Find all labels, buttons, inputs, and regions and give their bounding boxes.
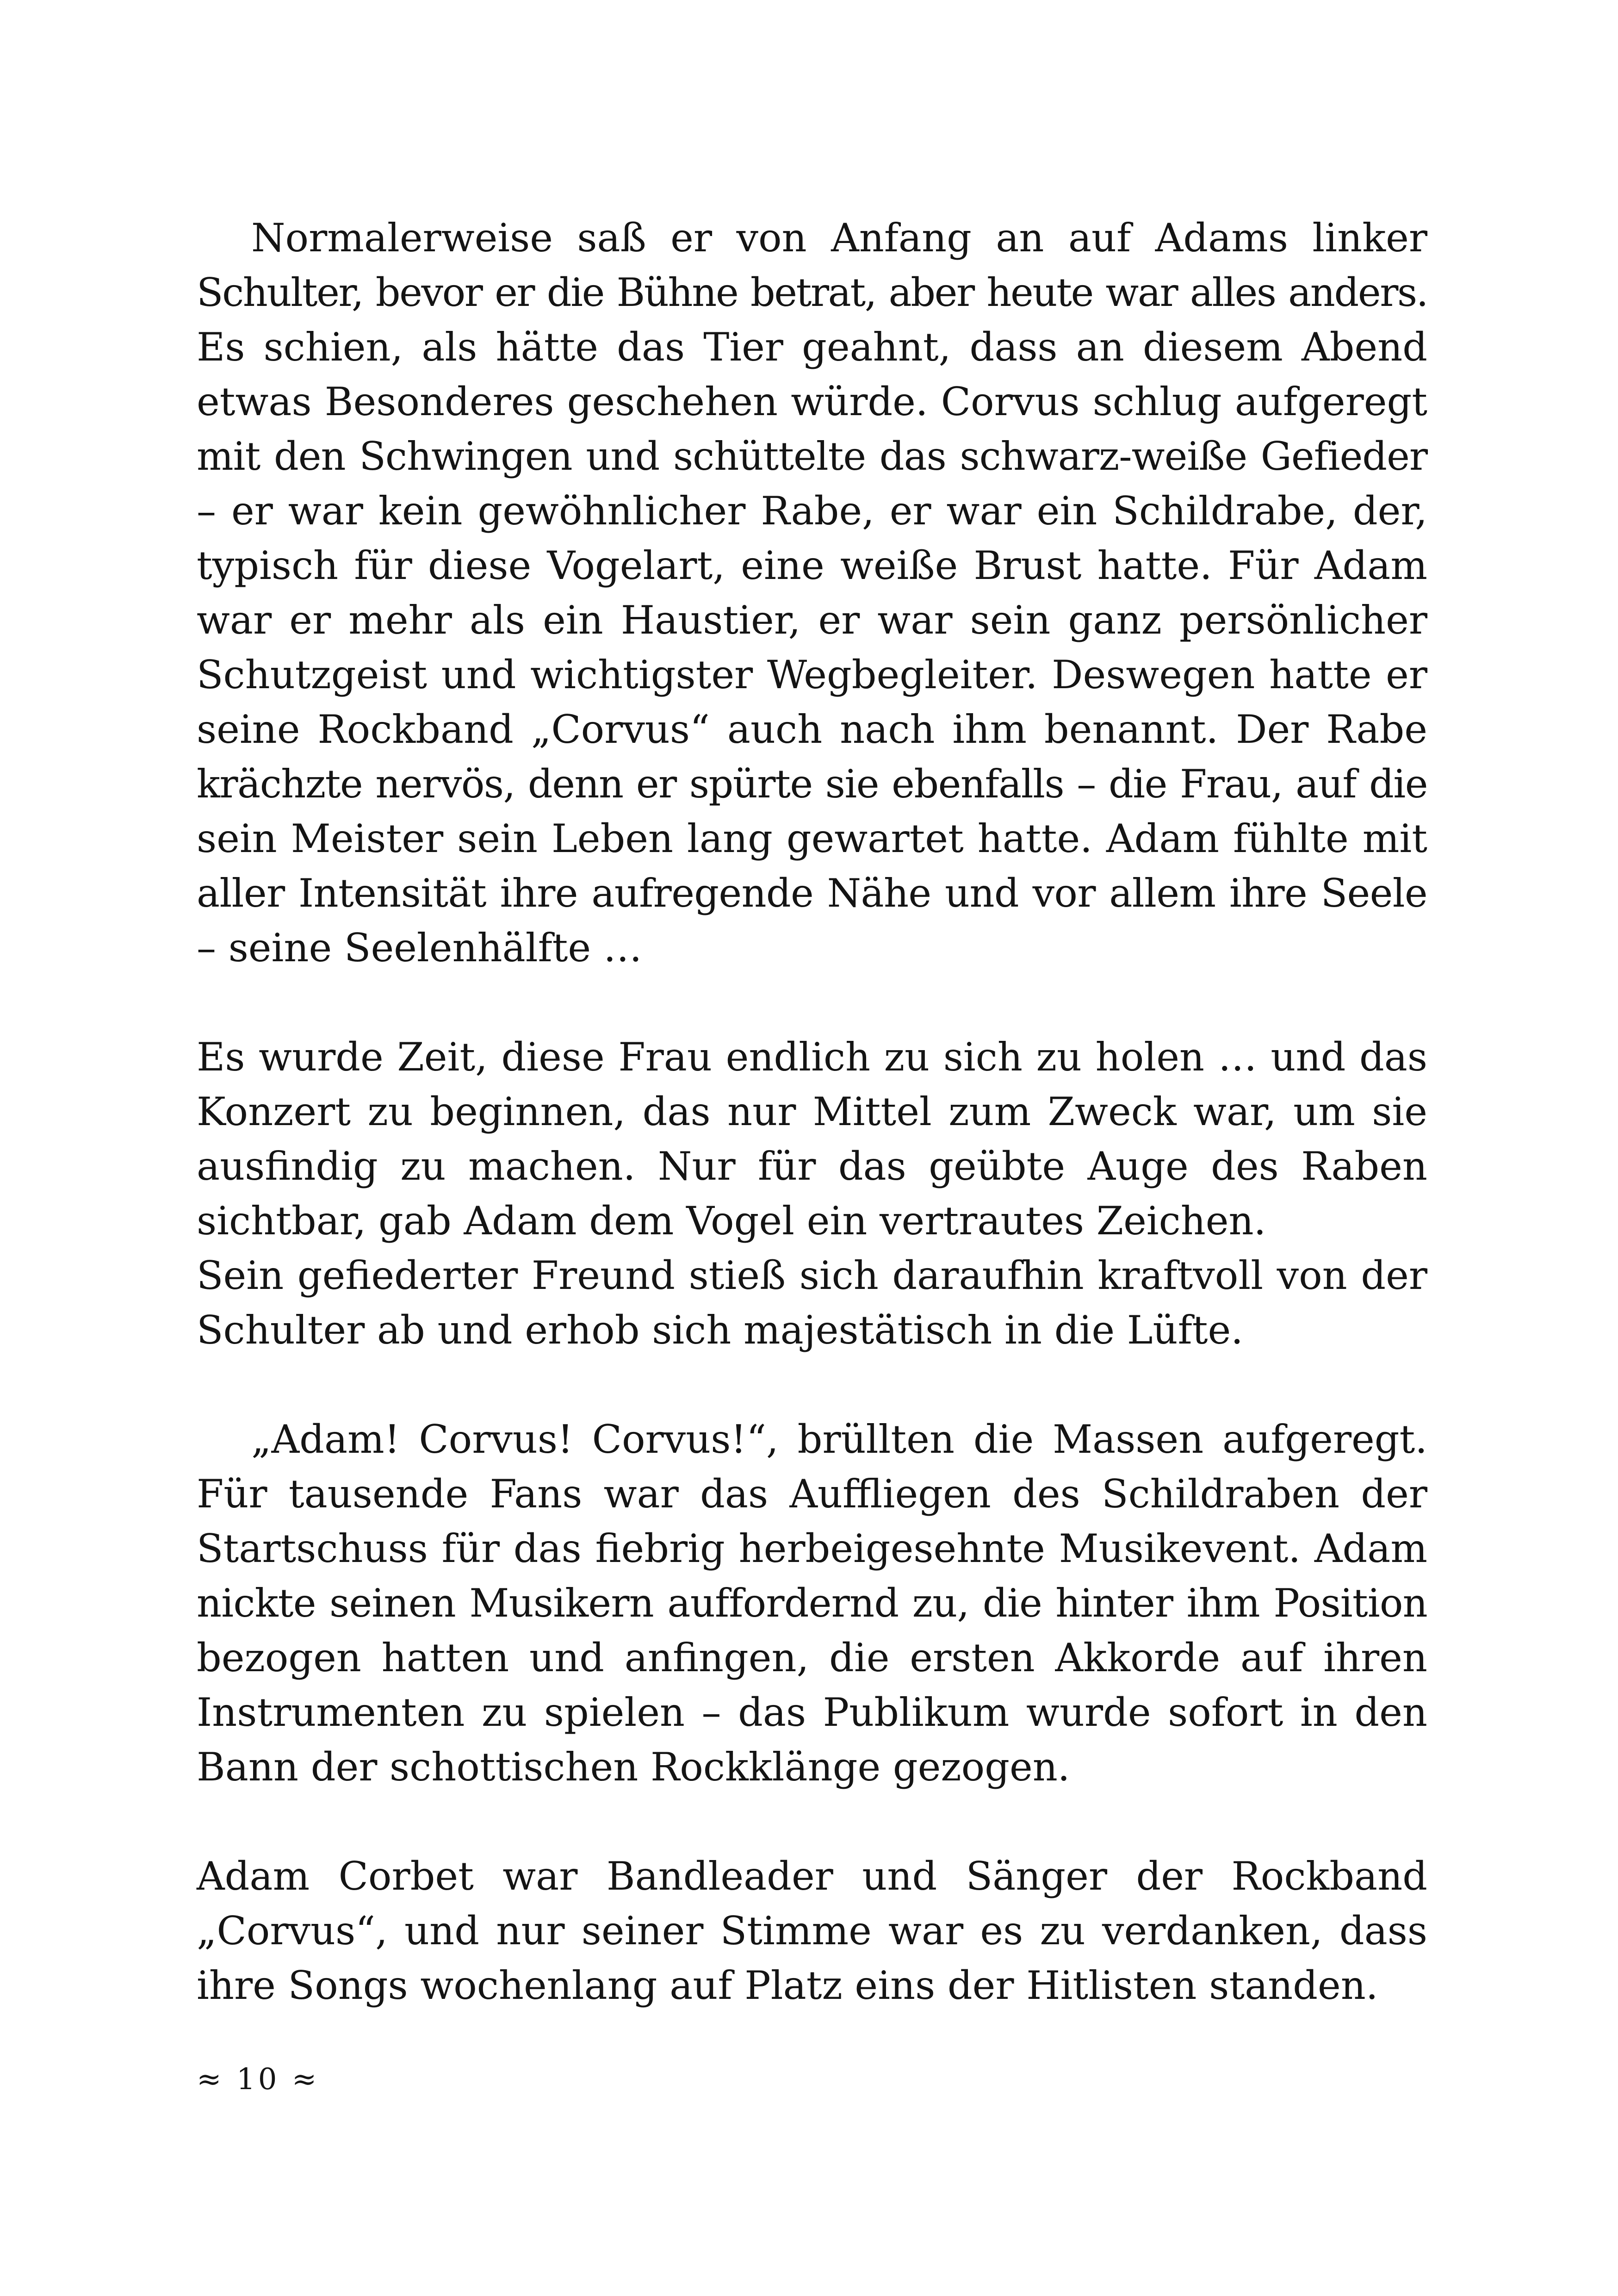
paragraph-3 bbox=[197, 1248, 1427, 1357]
text-line: Für tausende Fans war das Auffliegen des Schildraben der bbox=[197, 1471, 1427, 1517]
text-line: Normalerweise saß er von Anfang an auf Adams linker bbox=[251, 215, 1427, 261]
text-line: Es schien, als hätte das Tier geahnt, dass an diesem Abend bbox=[197, 324, 1427, 370]
paragraph-5 bbox=[197, 1849, 1427, 2013]
text-line: Instrumenten zu spielen – das Publikum wurde sofort in den bbox=[197, 1690, 1427, 1735]
text-line: ausfindig zu machen. Nur für das geübte Auge des Raben bbox=[197, 1144, 1427, 1189]
paragraph-spacer bbox=[197, 1794, 1427, 1849]
text-line: Schutzgeist und wichtigster Wegbegleiter. Deswegen hatte er bbox=[197, 652, 1427, 697]
paragraph-spacer bbox=[197, 1357, 1427, 1412]
text-line: war er mehr als ein Haustier, er war sein ganz persönlicher bbox=[197, 597, 1427, 643]
text-line: ihre Songs wochenlang auf Platz eins der Hitlisten standen. bbox=[197, 1963, 1378, 2008]
paragraph-4 bbox=[197, 1412, 1427, 1794]
text-line: etwas Besonderes geschehen würde. Corvus schlug aufgeregt bbox=[197, 379, 1427, 424]
text-line: „Corvus“, und nur seiner Stimme war es zu verdanken, dass bbox=[197, 1908, 1427, 1954]
text-line: Bann der schottischen Rockklänge gezogen. bbox=[197, 1744, 1070, 1790]
text-line: sichtbar, gab Adam dem Vogel ein vertrautes Zeichen. bbox=[197, 1198, 1266, 1244]
text-line: Sein gefiederter Freund stieß sich daraufhin kraftvoll von der bbox=[197, 1253, 1427, 1298]
text-line: Konzert zu beginnen, das nur Mittel zum Zweck war, um sie bbox=[197, 1089, 1427, 1134]
text-line: Es wurde Zeit, diese Frau endlich zu sich zu holen … und das bbox=[197, 1034, 1427, 1080]
text-line: „Adam! Corvus! Corvus!“, brüllten die Massen aufgeregt. bbox=[251, 1417, 1427, 1462]
text-line: – seine Seelenhälfte … bbox=[197, 925, 642, 971]
text-line: typisch für diese Vogelart, eine weiße Brust hatte. Für Adam bbox=[197, 543, 1427, 588]
page-number: ≈ 10 ≈ bbox=[197, 2062, 320, 2097]
text-line: seine Rockband „Corvus“ auch nach ihm benannt. Der Rabe bbox=[197, 707, 1427, 752]
text-line: mit den Schwingen und schüttelte das schwarz-weiße Gefieder bbox=[197, 434, 1427, 479]
text-line: – er war kein gewöhnlicher Rabe, er war ein Schildrabe, der, bbox=[197, 488, 1427, 534]
paragraph-spacer bbox=[197, 975, 1427, 1030]
paragraph-1 bbox=[197, 211, 1427, 975]
text-line: Schulter ab und erhob sich majestätisch in die Lüfte. bbox=[197, 1307, 1243, 1353]
text-line: nickte seinen Musikern auffordernd zu, die hinter ihm Position bbox=[197, 1580, 1427, 1626]
text-line: Adam Corbet war Bandleader und Sänger der Rockband bbox=[197, 1854, 1427, 1899]
text-line: Startschuss für das fiebrig herbeigesehnte Musikevent. Adam bbox=[197, 1526, 1427, 1571]
text-line: sein Meister sein Leben lang gewartet hatte. Adam fühlte mit bbox=[197, 816, 1427, 861]
text-line: aller Intensität ihre aufregende Nähe und vor allem ihre Seele bbox=[197, 871, 1427, 916]
body-text bbox=[197, 211, 1427, 2013]
text-line: krächzte nervös, denn er spürte sie ebenfalls – die Frau, auf die bbox=[197, 761, 1427, 807]
paragraph-2 bbox=[197, 1030, 1427, 1248]
text-line: Schulter, bevor er die Bühne betrat, aber heute war alles anders. bbox=[197, 270, 1427, 315]
text-line: bezogen hatten und anfingen, die ersten Akkorde auf ihren bbox=[197, 1635, 1427, 1680]
